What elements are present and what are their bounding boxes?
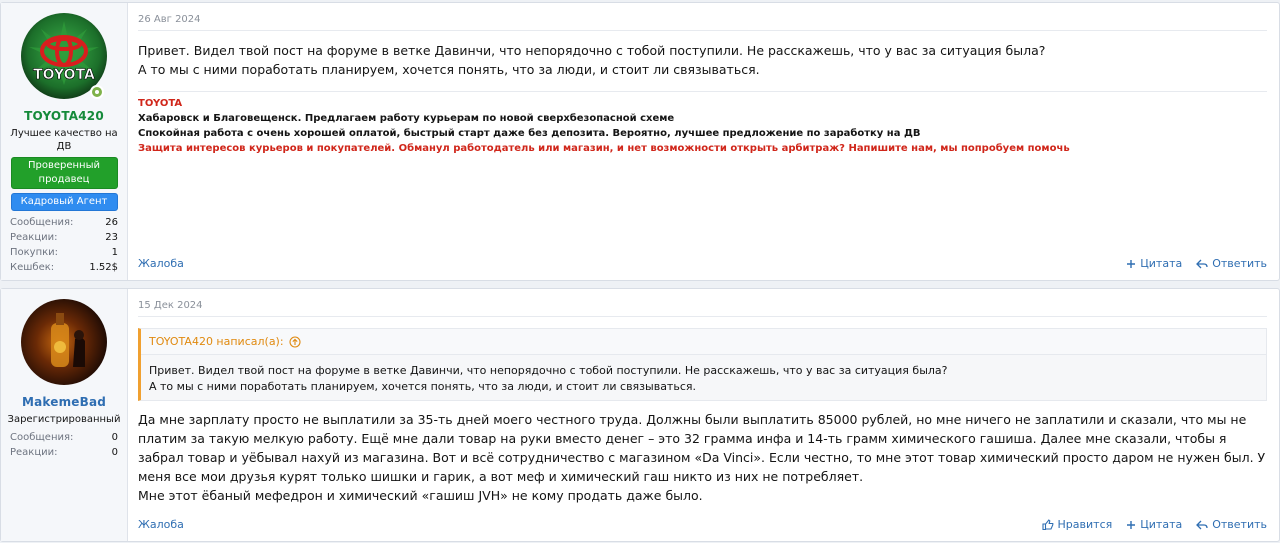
quote-line: А то мы с ними поработать планируем, хочется понять, что за люди, и стоит ли связываться. bbox=[149, 380, 696, 393]
reply-label: Ответить bbox=[1212, 518, 1267, 531]
reply-button[interactable] bbox=[1196, 518, 1267, 531]
message-line: Привет. Видел твой пост на форуме в ветке Давинчи, что непорядочно с тобой поступили. Не расскажешь, что у вас за ситуация была? bbox=[138, 43, 1046, 58]
signature-line: Защита интересов курьеров и покупателей. Обманул работодатель или магазин, и нет возможности открыть арбитраж? Напишите нам, мы попробуем помочь bbox=[138, 143, 1070, 154]
post-main bbox=[128, 289, 1279, 541]
stat-row bbox=[10, 215, 118, 230]
username[interactable]: MakemeBad bbox=[21, 395, 107, 409]
signature bbox=[138, 91, 1267, 156]
reply-icon bbox=[1196, 520, 1208, 530]
quote-line: Привет. Видел твой пост на форуме в ветке Давинчи, что непорядочно с тобой поступили. Не расскажешь, что у вас за ситуация была? bbox=[149, 364, 948, 377]
stat-label: Кешбек: bbox=[10, 262, 55, 273]
stat-value: 23 bbox=[105, 232, 118, 243]
stat-row bbox=[10, 445, 118, 460]
user-badge-agent: Кадровый Агент bbox=[11, 193, 118, 211]
quote-body bbox=[141, 355, 1266, 400]
quote-block bbox=[138, 328, 1267, 401]
message-line: Да мне зарплату просто не выплатили за 35-ть дней моего честного труда. Должны были выплатить 85000 рублей, но мне ничего не заплатили и сказали, что мы не платим за такую мелкую работу. Ещё мне дали товар на руки вместо денег – это 32 грамма инфа и 14-ть грамм химического гашиша. Далее мне сказали, чтобы я забрал товар и уёбывал нахуй из магазина. Вот и всё сотрудничество с магазином «Da Vinci». Если честно, то мне этот товар химический просто даром не нужен был. У меня все мои друзья курят только шишки и гарик, а вот меф и химический гаш никто из них не потребляет. bbox=[138, 412, 1266, 484]
post-message bbox=[138, 410, 1267, 505]
username[interactable]: TOYOTA420 bbox=[24, 109, 104, 123]
stat-label: Реакции: bbox=[10, 232, 58, 243]
plus-icon bbox=[1126, 259, 1136, 269]
quote-label: Цитата bbox=[1140, 518, 1183, 531]
arrow-up-circle-icon[interactable] bbox=[289, 336, 301, 348]
user-stats bbox=[10, 430, 118, 460]
report-link[interactable]: Жалоба bbox=[138, 257, 184, 270]
user-badge-verified: Проверенный продавец bbox=[11, 157, 118, 189]
user-title: Лучшее качество на ДВ bbox=[10, 128, 118, 152]
quote-button[interactable] bbox=[1126, 257, 1182, 270]
stat-label: Сообщения: bbox=[10, 217, 74, 228]
stat-row bbox=[10, 430, 118, 445]
stat-row bbox=[10, 245, 118, 260]
like-button[interactable] bbox=[1042, 518, 1113, 531]
stat-value: 1 bbox=[111, 247, 118, 258]
avatar[interactable] bbox=[21, 299, 107, 385]
avatar-logo-text: TOYOTA bbox=[33, 67, 95, 83]
thumbs-up-icon bbox=[1042, 519, 1054, 530]
user-panel bbox=[1, 289, 128, 541]
reply-button[interactable] bbox=[1196, 257, 1267, 270]
like-label: Нравится bbox=[1057, 518, 1113, 531]
message-line: А то мы с ними поработать планируем, хочется понять, что за люди, и стоит ли связываться. bbox=[138, 62, 760, 77]
quote-header[interactable] bbox=[141, 329, 1266, 355]
stat-value: 26 bbox=[105, 217, 118, 228]
post bbox=[0, 288, 1280, 542]
post-footer bbox=[138, 518, 1267, 531]
signature-line: Спокойная работа с очень хорошей оплатой, быстрый старт даже без депозита. Вероятно, лучшее предложение по заработку на ДВ bbox=[138, 128, 921, 139]
user-stats bbox=[10, 215, 118, 275]
stat-label: Покупки: bbox=[10, 247, 59, 258]
stat-row bbox=[10, 230, 118, 245]
post-footer bbox=[138, 257, 1267, 270]
avatar[interactable] bbox=[21, 13, 107, 99]
stat-value: 0 bbox=[111, 432, 118, 443]
plus-icon bbox=[1126, 520, 1136, 530]
signature-title[interactable]: TOYOTA bbox=[138, 98, 183, 109]
signature-line: Хабаровск и Благовещенск. Предлагаем работу курьерам по новой сверхбезопасной схеме bbox=[138, 113, 675, 124]
quote-label: Цитата bbox=[1140, 257, 1183, 270]
online-indicator-icon bbox=[90, 85, 104, 99]
stat-value: 1.52$ bbox=[89, 262, 118, 273]
report-link[interactable]: Жалоба bbox=[138, 518, 184, 531]
post-date[interactable]: 26 Авг 2024 bbox=[138, 3, 1267, 31]
reply-icon bbox=[1196, 259, 1208, 269]
quote-button[interactable] bbox=[1126, 518, 1182, 531]
post-date[interactable]: 15 Дек 2024 bbox=[138, 289, 1267, 317]
post-main bbox=[128, 3, 1279, 280]
message-line: Мне этот ёбаный мефедрон и химический «гашиш JVH» не кому продать даже было. bbox=[138, 488, 703, 503]
user-panel bbox=[1, 3, 128, 280]
post-message bbox=[138, 41, 1267, 79]
stat-label: Реакции: bbox=[10, 447, 58, 458]
quote-author: TOYOTA420 написал(а): bbox=[149, 335, 284, 348]
stat-value: 0 bbox=[111, 447, 118, 458]
post bbox=[0, 2, 1280, 281]
stat-row bbox=[10, 260, 118, 275]
reply-label: Ответить bbox=[1212, 257, 1267, 270]
user-title: Зарегистрированный bbox=[7, 414, 121, 425]
stat-label: Сообщения: bbox=[10, 432, 74, 443]
